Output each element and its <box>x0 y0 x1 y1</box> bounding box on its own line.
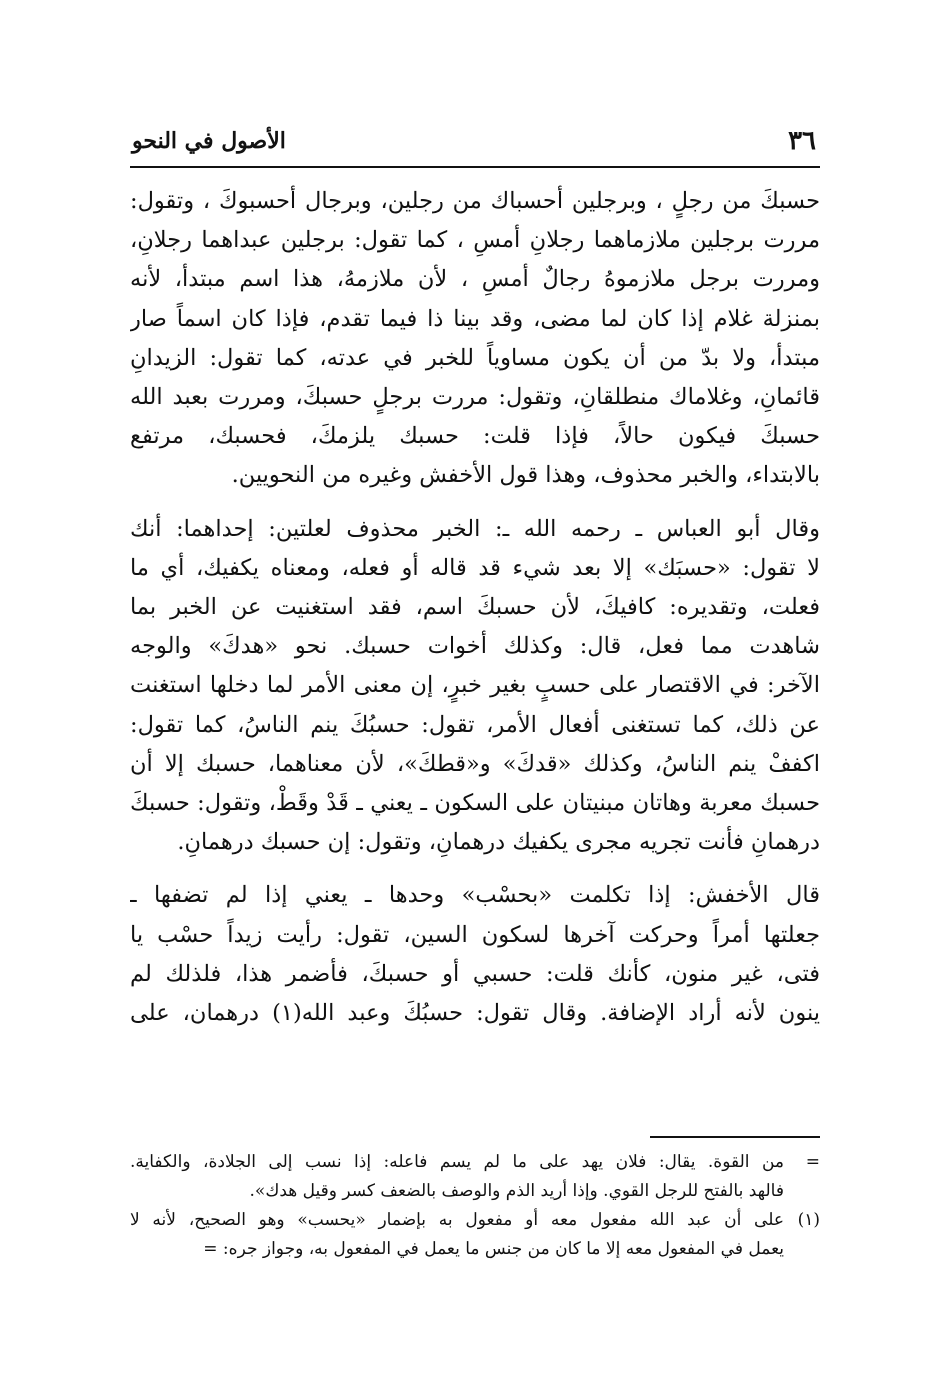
text-line: مررت برجلين ملازماهما رجلانِ أمسِ ، كما تقول: برجلين عبداهما رجلانِ، <box>130 227 820 254</box>
footnote-continuation <box>130 1148 820 1206</box>
text-line: ينون لأنه أراد الإضافة. وقال تقول: حسبُكَ وعبد الله(١) درهمان، على <box>130 1000 820 1027</box>
text-line: بمنزلة غلام إذا كان لما مضى، وقد بينا ذا فيما تقدم، فإذا كان اسماً صار <box>130 305 820 332</box>
running-title: الأصول في النحو <box>132 128 286 154</box>
text-line: ومررت برجل ملازموهُ رجالٌ أمسِ ، لأن ملازمهُ، هذا اسم مبتدأ، لأنه <box>130 266 820 293</box>
text-line: وقال أبو العباس ـ رحمه الله ـ: الخبر محذوف لعلتين: إحداهما: أنك <box>130 515 820 542</box>
text-line: درهمانِ فأنت تجريه مجرى يكفيك درهمانِ، وتقول: إن حسبك درهمانِ. <box>177 829 820 856</box>
footnote-marker: (١) <box>797 1210 820 1230</box>
text-line: الآخر: في الاقتصار على حسبٍ بغير خبرٍ، إن معنى الأمر لما دخلها استغنت <box>130 672 820 699</box>
text-line: بالابتداء، والخبر محذوف، وهذا قول الأخفش وغيره من النحويين. <box>231 462 820 489</box>
footnotes <box>130 1136 820 1264</box>
text-line: قائمانِ، وغلاماك منطلقانِ، وتقول: مررت برجلٍ حسبكَ، ومررت بعبد الله <box>130 384 820 411</box>
text-line: فعلت، وتقديره: كافيكَ، لأن حسبكَ اسم، فقد استغنيت عن الخبر بما <box>130 594 820 621</box>
text-line: لا تقول: «حسبَك» إلا بعد شيء قد قاله أو فعله، ومعناه يكفيك، أي ما <box>130 554 820 581</box>
paragraph-3 <box>130 876 820 1033</box>
footnote-line: من القوة. يقال: فلان يهد على ما لم يسم فاعله: إذا نسب إلى الجلادة، والكفاية. <box>130 1152 784 1172</box>
body-text <box>130 182 820 1047</box>
footnote-line: يعمل في المفعول معه إلا ما كان من جنس ما يعمل في المفعول به، وجواز جره: = <box>203 1239 784 1259</box>
text-line: حسبكَ من رجلٍ ، وبرجلين أحسباك من رجلين، وبرجال أحسبوكَ ، وتقول: <box>130 188 820 214</box>
text-line: جعلتها أمراً وحركت آخرها لسكون السين، تقول: رأيت زيداً حسْب يا <box>130 921 820 948</box>
footnote-body <box>130 1206 784 1264</box>
footnote-line: فالهد بالفتح للرجل القوي. وإذا أريد الذم والوصف بالضعف كسر وقيل هدك». <box>249 1181 784 1201</box>
text-line: حسبكَ فيكون حالاً، فإذا قلت: حسبك يلزمكَ، فحسبك، مرتفع <box>130 423 820 450</box>
text-line: فتى، غير منون، كأنك قلت: حسبي أو حسبكَ، فأضمر هذا، فلذلك لم <box>130 960 820 987</box>
footnote-1 <box>130 1206 820 1264</box>
text-line: عن ذلك، كما تستغنى أفعال الأمر، تقول: حسبُكَ ينم الناسُ، كما تقول: <box>130 711 820 738</box>
page-number: ٣٦ <box>788 126 816 156</box>
text-line: قال الأخفش: إذا تكلمت «بحسْب» وحدها ـ يعني إذا لم تضفها ـ <box>130 882 820 909</box>
text-line: مبتدأ، ولا بدّ من أن يكون مساوياً للخبر في عدته، كما تقول: الزيدانِ <box>130 344 820 371</box>
footnote-line: على أن عبد الله مفعول معه أو مفعول به بإضمار «يحسب» وهو الصحيح، لأنه لا <box>130 1210 784 1230</box>
text-line: حسبك معربة وهاتان مبنيتان على السكون ـ يعني ـ قَدْ وقَطْ، وتقول: حسبكَ <box>130 790 820 817</box>
paragraph-2 <box>130 510 820 863</box>
paragraph-1 <box>130 182 820 496</box>
page-header <box>130 122 820 168</box>
footnote-divider <box>650 1136 820 1138</box>
text-line: شاهدت مما فعل، قال: وكذلك أخوات حسبك. نحو «هدكَ» والوجه <box>130 633 820 660</box>
footnote-body <box>130 1148 784 1206</box>
text-line: اكففْ ينم الناسُ، وكذلك «قدكَ» و«قطكَ»، لأن معناهما، حسبك إلا أن <box>130 750 820 777</box>
footnote-marker: = <box>805 1152 820 1172</box>
